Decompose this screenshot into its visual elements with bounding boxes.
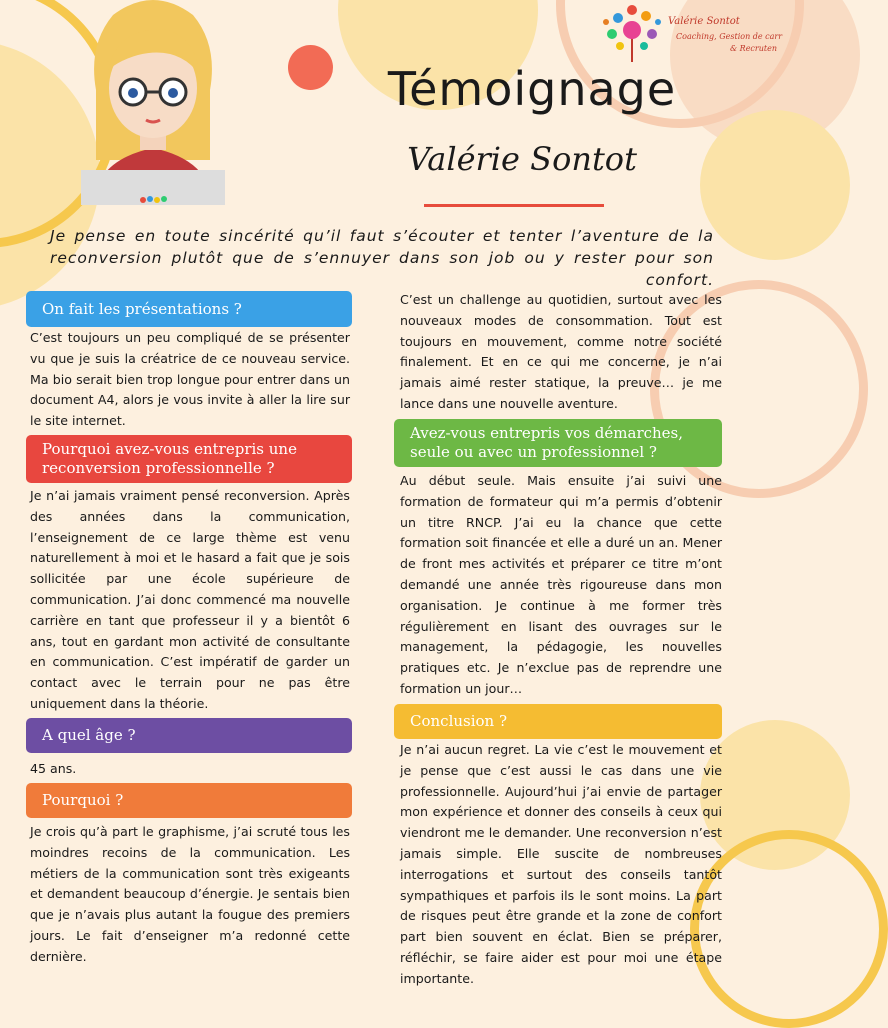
- avatar: [78, 0, 228, 205]
- section-heading-conclusion: Conclusion ?: [394, 704, 722, 739]
- intro-quote: Je pense en toute sincérité qu’il faut s’écouter et tenter l’aventure de la reconversion plutôt que de s’ennuyer dans son job ou y rester pour son confort.: [50, 227, 714, 289]
- decorative-circle-yellow-right: [700, 110, 850, 260]
- section-text-why-reconversion: Je n’ai jamais vraiment pensé reconversion. Après des années dans la communication, l’enseignement de ce large thème est venu naturellement à moi et le hasard a fait que je sois sollicitée par une école supérieure de communication. J’ai donc commencé ma nouvelle carrière en tant que professeur il y a bientôt 6 ans, tout en gardant mon activité de consultante en communication. C’est impératif de garder un contact avec le terrain pour ne pas être uniquement dans la théorie.: [30, 488, 350, 711]
- section-heading-why: Pourquoi ?: [26, 783, 352, 818]
- logo-tagline: Coaching, Gestion de carr: [676, 32, 783, 41]
- logo-tagline-2: & Recruten: [730, 44, 777, 53]
- section-text-conclusion: Je n’ai aucun regret. La vie c’est le mouvement et je pense que c’est aussi le cas dans une vie professionnelle. Aujourd’hui j’ai envie de partager mon expérience et donner des conseils à ceux qui viendront me le demander. Une reconversion n’est jamais simple. Elle suscite de nombreuses interrogations et surtout des conseils tantôt sympathiques et parfois ils le sont moins. La part de risques peut être grande et la zone de confort part bien souvent en éclat. Bien se préparer, réfléchir, se faire aider est pour moi une étape importante.: [400, 742, 722, 986]
- section-text-challenge: C’est un challenge au quotidien, surtout avec les nouveaux modes de consommation. Tout est toujours en mouvement, comme notre société finalement. Et en ce qui me concerne, je n’ai jamais aimé rester statique, la preuve… je me lance dans une nouvelle aventure.: [400, 292, 722, 411]
- lollipop-logo-icon: [598, 4, 664, 62]
- section-heading-age: A quel âge ?: [26, 718, 352, 753]
- title-divider: [424, 204, 604, 207]
- section-text-why: Je crois qu’à part le graphisme, j’ai scruté tous les moindres recoins de la communication. Les métiers de la communication sont très exigeants et demandent beaucoup d’énergie. Je sentais bien que je n’avais plus autant la fougue des premiers jours. Le fait d’enseigner m’a redonné cette dernière.: [30, 824, 350, 964]
- section-text-presentations: C’est toujours un peu compliqué de se présenter vu que je suis la créatrice de ce nouveau service. Ma bio serait bien trop longue pour entrer dans un document A4, alors je vous invite à aller la lire sur le site internet.: [30, 330, 350, 429]
- section-text-steps: Au début seule. Mais ensuite j’ai suivi une formation de formateur qui m’a permis d’obtenir un titre RNCP. J’ai eu la chance que cette formation soit financée et elle a duré un an. Mener de front mes activités et préparer ce titre m’ont demandé une année très rigoureuse dans mon organisation. Je continue à me former très régulièrement en lisant des ouvrages sur le management, la pédagogie, les nouvelles pratiques etc. Je n’exclue pas de reprendre une formation un jour…: [400, 473, 722, 696]
- section-text-age: 45 ans.: [30, 761, 77, 776]
- page-subtitle: Valérie Sontot: [407, 140, 637, 178]
- page-title: Témoignage: [387, 62, 677, 116]
- logo-name: Valérie Sontot: [668, 16, 740, 27]
- section-heading-why-reconversion: Pourquoi avez-vous entrepris une reconversion professionnelle ?: [26, 435, 352, 483]
- decorative-dot-red: [288, 45, 333, 90]
- brand-logo: [598, 4, 783, 62]
- section-heading-presentations: On fait les présentations ?: [26, 291, 352, 327]
- section-heading-steps: Avez-vous entrepris vos démarches, seule ou avec un professionnel ?: [394, 419, 722, 467]
